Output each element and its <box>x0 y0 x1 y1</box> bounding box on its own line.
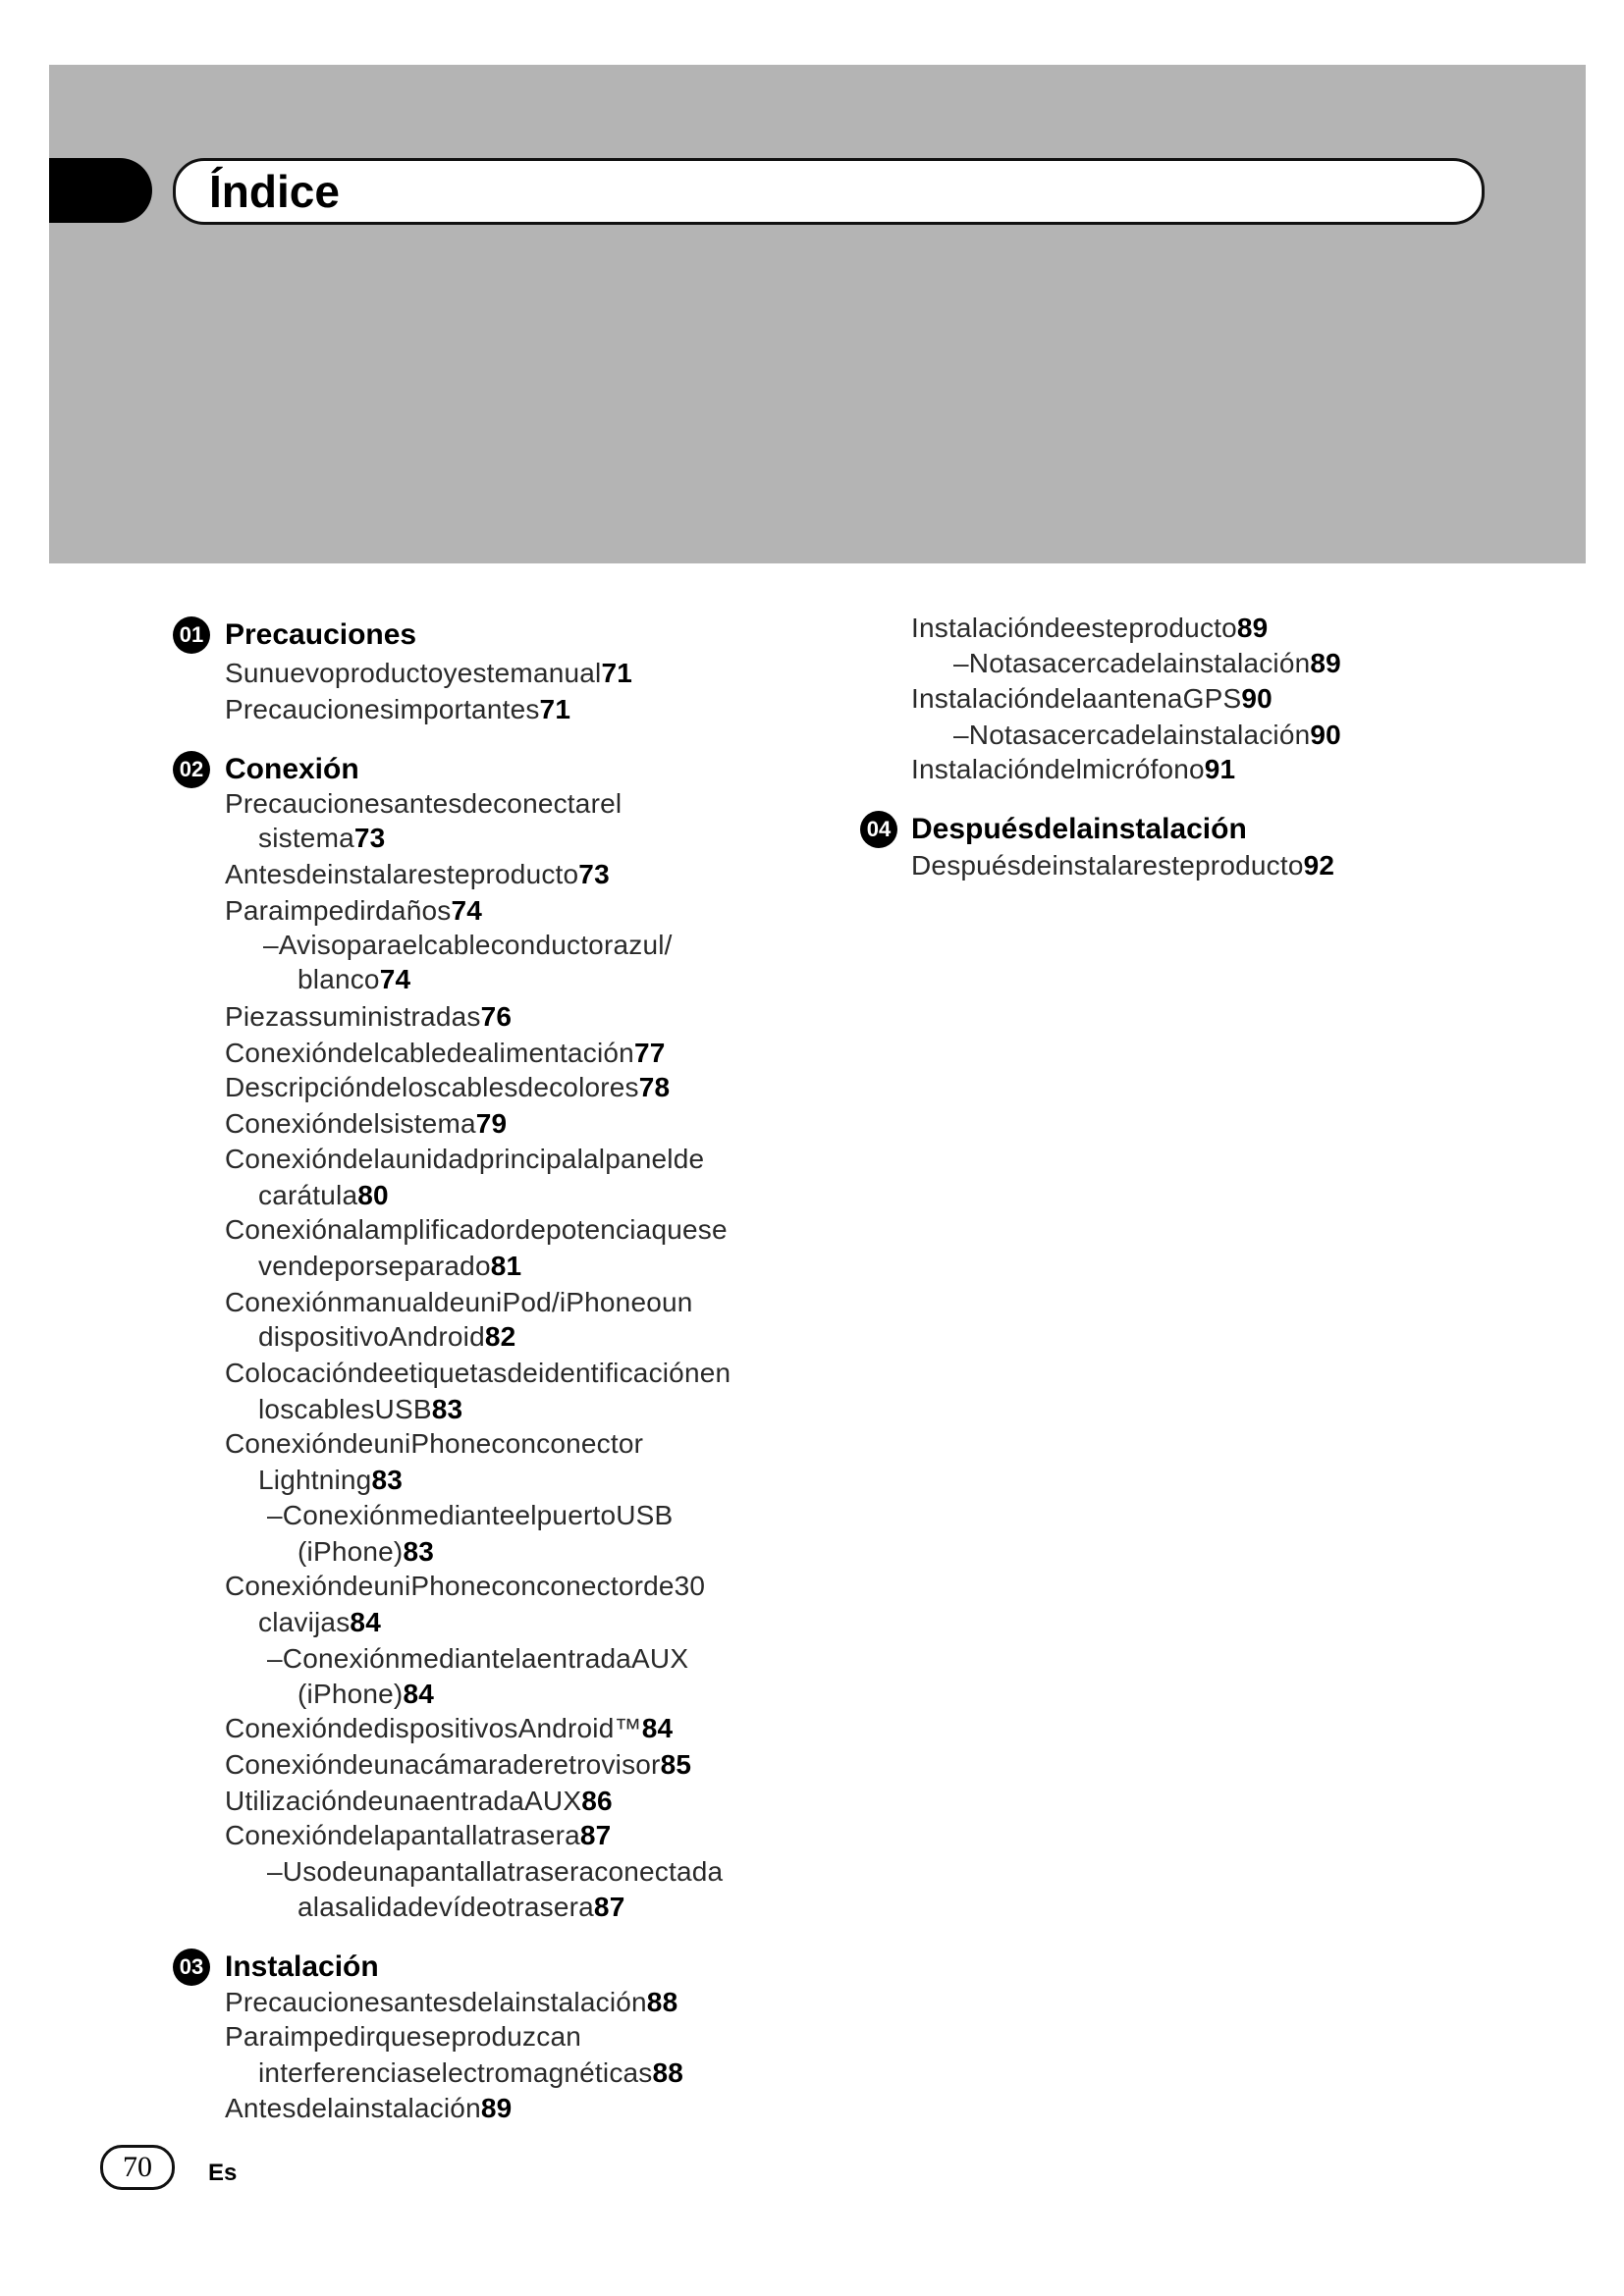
toc-entry-continuation[interactable]: clavijas84 <box>258 1607 381 1637</box>
toc-entry-continuation[interactable]: vendeporseparado81 <box>258 1251 522 1281</box>
toc-entry[interactable]: InstalacióndelaantenaGPS90 <box>911 683 1272 714</box>
toc-entry[interactable]: Piezassuministradas76 <box>225 1001 513 1032</box>
toc-subentry[interactable]: –Usodeunapantallatraseraconectada <box>267 1856 724 1887</box>
toc-entry[interactable]: Conexiónalamplificadordepotenciaquese <box>225 1214 728 1245</box>
section-heading: Instalación <box>225 1950 379 1983</box>
toc-subentry[interactable]: –Notasacercadelainstalación89 <box>953 648 1341 678</box>
toc-entry-continuation[interactable]: (iPhone)84 <box>298 1679 434 1709</box>
toc-entry-continuation[interactable]: interferenciaselectromagnéticas88 <box>258 2057 684 2088</box>
toc-subentry[interactable]: –ConexiónmedianteelpuertoUSB <box>267 1500 674 1530</box>
toc-entry[interactable]: ConexióndeuniPhoneconconector <box>225 1428 644 1459</box>
toc-subentry[interactable]: –ConexiónmediantelaentradaAUX <box>267 1643 689 1674</box>
toc-entry-continuation[interactable]: alasalidadevídeotrasera87 <box>298 1892 625 1922</box>
chapter-tab <box>49 158 152 223</box>
toc-entry[interactable]: Instalacióndeesteproducto89 <box>911 613 1269 643</box>
toc-entry-continuation[interactable]: Lightning83 <box>258 1465 404 1495</box>
page-title: Índice <box>209 166 340 217</box>
toc-entry-continuation[interactable]: dispositivoAndroid82 <box>258 1321 516 1352</box>
toc-entry-continuation[interactable]: sistema73 <box>258 823 386 853</box>
toc-entry-continuation[interactable]: blanco74 <box>298 964 411 994</box>
section-number-badge: 04 <box>860 811 897 848</box>
toc-entry[interactable]: ConexiónmanualdeuniPod/iPhoneoun <box>225 1287 693 1317</box>
section-heading: Despuésdelainstalación <box>911 813 1247 845</box>
toc-entry[interactable]: UtilizacióndeunaentradaAUX86 <box>225 1786 613 1816</box>
toc-entry[interactable]: ConexióndedispositivosAndroid™84 <box>225 1713 674 1743</box>
toc-entry[interactable]: Paraimpedirdaños74 <box>225 895 482 926</box>
toc-entry-continuation[interactable]: carátula80 <box>258 1180 389 1210</box>
toc-entry[interactable]: Precaucionesimportantes71 <box>225 694 571 724</box>
toc-entry[interactable]: Instalacióndelmicrófono91 <box>911 754 1236 784</box>
toc-entry[interactable]: Conexióndelaunidadprincipalalpanelde <box>225 1144 705 1174</box>
section-number-badge: 02 <box>173 751 210 788</box>
toc-entry[interactable]: Despuésdeinstalaresteproducto92 <box>911 850 1335 881</box>
language-code: Es <box>208 2160 238 2186</box>
toc-entry[interactable]: Precaucionesantesdeconectarel <box>225 788 623 819</box>
toc-entry[interactable]: ConexióndeuniPhoneconconectorde30 <box>225 1571 706 1601</box>
toc-entry[interactable]: Antesdeinstalaresteproducto73 <box>225 859 610 889</box>
toc-entry[interactable]: Descripcióndeloscablesdecolores78 <box>225 1072 671 1102</box>
toc-entry[interactable]: Sunuevoproductoyestemanual71 <box>225 658 633 688</box>
title-box <box>173 158 1485 225</box>
section-heading: Conexión <box>225 753 359 785</box>
section-number-badge: 01 <box>173 616 210 654</box>
toc-entry[interactable]: Paraimpedirqueseproduzcan <box>225 2021 581 2052</box>
page-number: 70 <box>100 2145 175 2190</box>
toc-entry-continuation[interactable]: loscablesUSB83 <box>258 1394 463 1424</box>
toc-entry[interactable]: Conexióndeunacámaraderetrovisor85 <box>225 1749 692 1780</box>
toc-entry[interactable]: Conexióndelcabledealimentación77 <box>225 1038 666 1068</box>
toc-entry[interactable]: Antesdelainstalación89 <box>225 2093 513 2123</box>
header-band <box>49 65 1586 563</box>
toc-subentry[interactable]: –Notasacercadelainstalación90 <box>953 720 1341 750</box>
toc-entry[interactable]: Conexióndelapantallatrasera87 <box>225 1820 612 1850</box>
toc-entry[interactable]: Precaucionesantesdelainstalación88 <box>225 1987 678 2017</box>
toc-entry-continuation[interactable]: (iPhone)83 <box>298 1536 434 1567</box>
toc-subentry[interactable]: –Avisoparaelcableconductorazul/ <box>263 930 673 960</box>
toc-entry[interactable]: Colocacióndeetiquetasdeidentificaciónen <box>225 1358 731 1388</box>
section-number-badge: 03 <box>173 1949 210 1986</box>
section-heading: Precauciones <box>225 618 417 651</box>
toc-entry[interactable]: Conexióndelsistema79 <box>225 1108 508 1139</box>
